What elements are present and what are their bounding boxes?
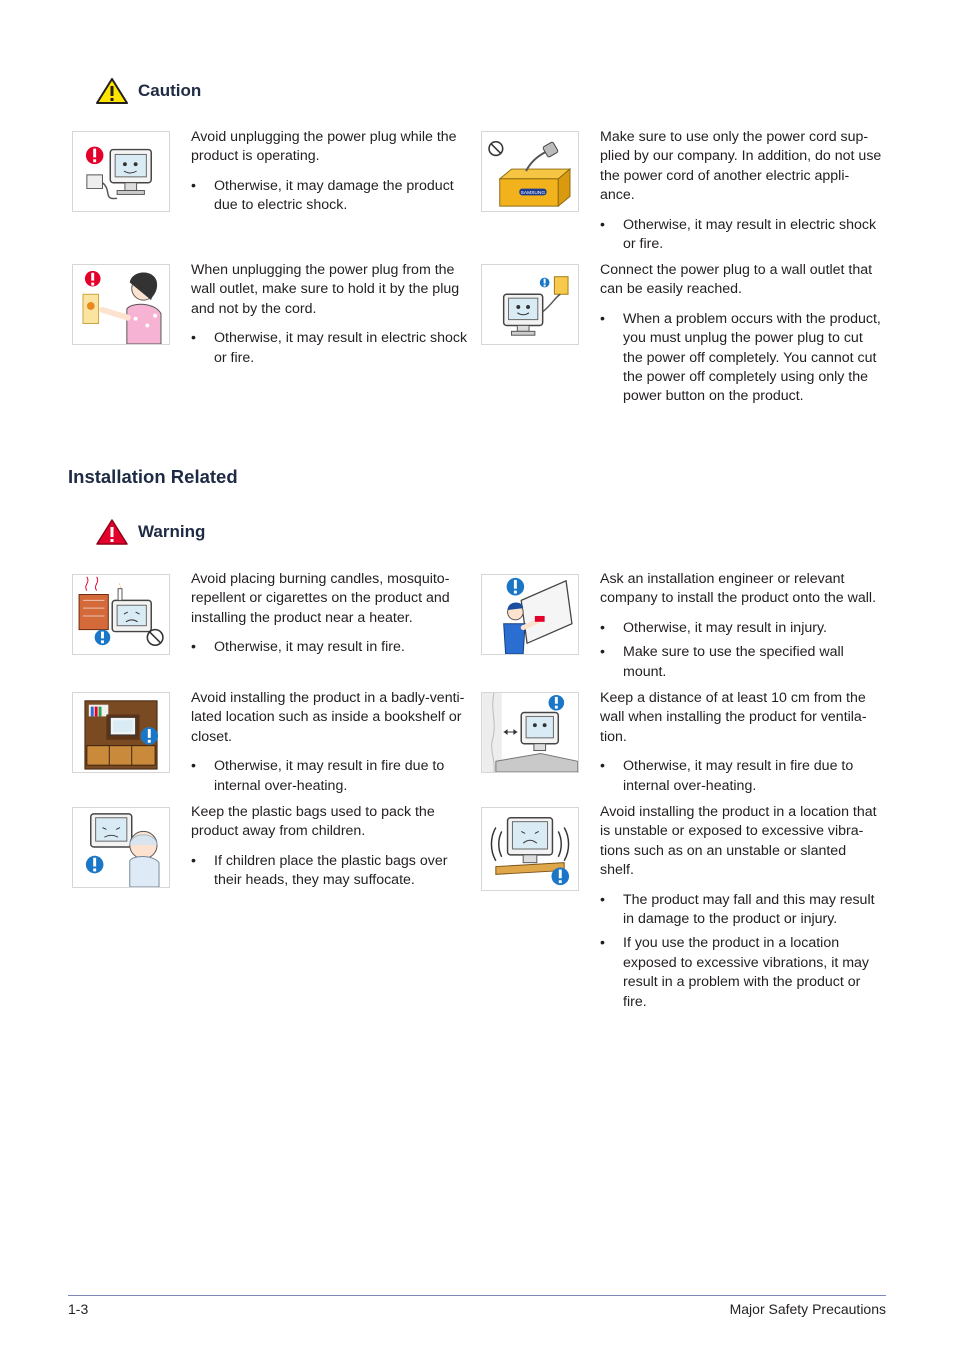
installation-item-6 <box>600 803 883 1017</box>
bullet-list <box>191 852 474 891</box>
unplug-by-plug-image <box>72 264 170 345</box>
item-text: Avoid placing burning candles, mosquito-repellent or cigarettes on the product and installing the product near a heater. <box>191 571 450 626</box>
bullet-item: • If you use the product in a location exposed to excessive vibrations, it may result in a problem with the product or fire. <box>600 934 883 1012</box>
installation-item-1 <box>191 570 474 663</box>
item-text: Keep a distance of at least 10 cm from the wall when installing the product for ventila-tion. <box>600 690 867 745</box>
item-text: Connect the power plug to a wall outlet that can be easily reached. <box>600 262 873 298</box>
bullet-list <box>600 619 883 682</box>
unplugging-while-operating-image <box>72 131 170 212</box>
bullet-item: • Otherwise, it may damage the product due to electric shock. <box>191 177 474 216</box>
installation-item-3 <box>191 689 474 801</box>
bullet-list <box>191 177 474 216</box>
page-number: 1-3 <box>68 1301 89 1317</box>
wall-mount-engineer-image <box>481 574 579 655</box>
bullet-list <box>191 329 474 368</box>
chapter-title: Major Safety Precautions <box>729 1301 886 1317</box>
bullet-item: • Otherwise, it may result in injury. <box>600 619 883 638</box>
bullet-item: • Make sure to use the specified wall mount. <box>600 643 883 682</box>
bullet-item: • Otherwise, it may result in fire due to internal over-heating. <box>191 757 474 796</box>
warning-header <box>95 518 205 546</box>
unstable-location-image <box>481 807 579 891</box>
installation-item-4 <box>600 689 883 801</box>
caution-triangle-icon <box>95 77 129 105</box>
installation-item-2 <box>600 570 883 687</box>
plastic-bag-children-image <box>72 807 170 888</box>
caution-label: Caution <box>138 81 202 100</box>
footer-rule <box>68 1295 886 1296</box>
bullet-item: • If children place the plastic bags over their heads, they may suffocate. <box>191 852 474 891</box>
bullet-item: • Otherwise, it may result in fire. <box>191 638 474 657</box>
warning-label: Warning <box>138 522 206 541</box>
bullet-list <box>600 310 883 407</box>
candles-near-product-image <box>72 574 170 655</box>
item-text: Make sure to use only the power cord sup-plied by our company. In addition, do not use the power cord of another electric appli-ance. <box>600 129 882 204</box>
caution-item-3 <box>191 261 474 373</box>
bullet-list <box>600 891 883 1012</box>
bullet-item: • Otherwise, it may result in fire due to internal over-heating. <box>600 757 883 796</box>
caution-header <box>95 77 201 105</box>
installation-item-5 <box>191 803 474 896</box>
bullet-item: • Otherwise, it may result in electric shock or fire. <box>600 216 883 255</box>
caution-item-4 <box>600 261 883 412</box>
warning-triangle-icon <box>95 518 129 546</box>
caution-item-1 <box>191 128 474 221</box>
item-text: When unplugging the power plug from the wall outlet, make sure to hold it by the plug and not by the cord. <box>191 262 460 317</box>
bullet-item: • Otherwise, it may result in electric shock or fire. <box>191 329 474 368</box>
box-brand-label: SAMSUNG <box>520 190 546 196</box>
caution-item-2 <box>600 128 883 259</box>
item-text: Keep the plastic bags used to pack the product away from children. <box>191 804 435 840</box>
power-cord-box-image <box>481 131 579 212</box>
item-text: Avoid installing the product in a badly-venti-lated location such as inside a bookshelf or closet. <box>191 690 465 745</box>
bookshelf-ventilation-image <box>72 692 170 773</box>
bullet-item: • When a problem occurs with the product, you must unplug the power plug to cut the power off completely. You cannot cut the power off completely using only the power button on the product. <box>600 310 883 407</box>
bullet-item: • The product may fall and this may result in damage to the product or injury. <box>600 891 883 930</box>
reachable-outlet-image <box>481 264 579 345</box>
bullet-list <box>600 216 883 255</box>
bullet-list <box>191 757 474 796</box>
wall-distance-image <box>481 692 579 773</box>
item-text: Avoid installing the product in a location that is unstable or exposed to excessive vibra-tions such as on an unstable or slanted shelf. <box>600 804 877 879</box>
bullet-list <box>600 757 883 796</box>
section-title-installation: Installation Related <box>68 466 238 487</box>
bullet-list <box>191 638 474 657</box>
item-text: Ask an installation engineer or relevant company to install the product onto the wall. <box>600 571 877 607</box>
item-text: Avoid unplugging the power plug while the product is operating. <box>191 129 457 165</box>
